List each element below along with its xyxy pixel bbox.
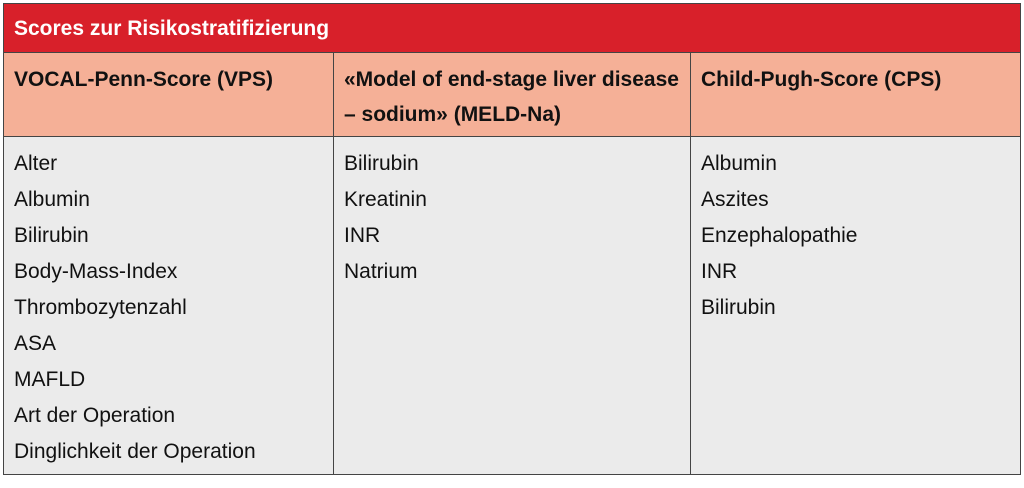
list-item: Albumin bbox=[701, 152, 777, 175]
list-item: INR bbox=[344, 224, 381, 247]
list-item: Natrium bbox=[344, 260, 418, 283]
list-item: Bilirubin bbox=[701, 296, 776, 319]
column-header-cps: Child-Pugh-Score (CPS) bbox=[691, 53, 1020, 137]
list-item: INR bbox=[701, 260, 738, 283]
column-header-vps: VOCAL-Penn-Score (VPS) bbox=[4, 53, 334, 137]
list-item: Kreatinin bbox=[344, 188, 427, 211]
risk-score-table bbox=[3, 3, 1021, 475]
list-item: Bilirubin bbox=[14, 224, 89, 247]
column-items-cps bbox=[691, 137, 1020, 474]
column-items-vps bbox=[4, 137, 334, 474]
column-items-meld-na bbox=[334, 137, 691, 474]
list-item: Alter bbox=[14, 152, 58, 175]
table-grid bbox=[4, 53, 1020, 474]
list-item: Thrombozytenzahl bbox=[14, 296, 187, 319]
list-item: Albumin bbox=[14, 188, 90, 211]
list-item: Body-Mass-Index bbox=[14, 260, 178, 283]
list-item: Aszites bbox=[701, 188, 769, 211]
list-item: Art der Operation bbox=[14, 404, 176, 427]
list-item: Bilirubin bbox=[344, 152, 419, 175]
list-item: Enzephalopathie bbox=[701, 224, 858, 247]
list-item: ASA bbox=[14, 332, 57, 355]
list-item: Dinglichkeit der Operation bbox=[14, 440, 256, 463]
list-item: MAFLD bbox=[14, 368, 86, 391]
column-header-meld-na: «Model of end-stage liver disease – sodium» (MELD-Na) bbox=[334, 53, 691, 137]
table-title: Scores zur Risikostratifizierung bbox=[4, 4, 1020, 53]
